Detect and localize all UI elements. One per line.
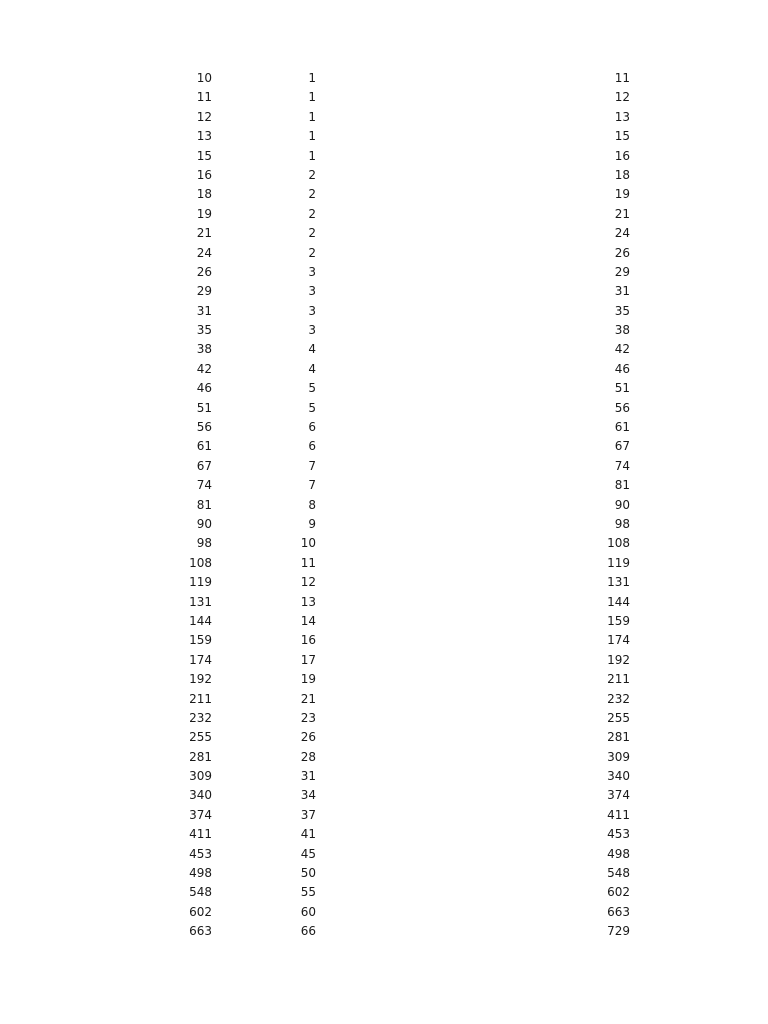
value-cell: 38 — [196, 342, 212, 357]
table-row — [0, 166, 768, 185]
value-cell: 10 — [196, 71, 212, 85]
table-row — [0, 340, 768, 359]
value-cell: 309 — [189, 769, 212, 784]
next-value-cell: 29 — [614, 264, 630, 279]
next-value-cell: 56 — [614, 400, 630, 415]
value-cell: 548 — [189, 885, 212, 900]
next-value-cell: 159 — [607, 613, 630, 628]
next-value-cell: 31 — [614, 284, 630, 299]
next-value-cell: 98 — [614, 516, 630, 531]
increment-cell: 3 — [308, 303, 316, 318]
next-value-cell: 16 — [614, 148, 630, 163]
next-value-cell: 90 — [614, 497, 630, 512]
next-value-cell: 13 — [614, 109, 630, 124]
value-cell: 498 — [189, 866, 212, 881]
increment-cell: 6 — [308, 439, 316, 454]
next-value-cell: 11 — [614, 71, 630, 85]
next-value-cell: 61 — [614, 420, 630, 435]
next-value-cell: 46 — [614, 361, 630, 376]
table-row — [0, 651, 768, 670]
increment-cell: 4 — [308, 342, 316, 357]
value-cell: 281 — [189, 749, 212, 764]
increment-cell: 17 — [300, 652, 316, 667]
increment-cell: 28 — [300, 749, 316, 764]
table-row — [0, 476, 768, 495]
next-value-cell: 281 — [607, 730, 630, 745]
value-cell: 90 — [196, 516, 212, 531]
value-cell: 174 — [189, 652, 212, 667]
value-cell: 11 — [196, 90, 212, 105]
value-cell: 16 — [196, 167, 212, 182]
increment-cell: 8 — [308, 497, 316, 512]
increment-cell: 55 — [300, 885, 316, 900]
next-value-cell: 26 — [614, 245, 630, 260]
increment-cell: 1 — [308, 90, 316, 105]
next-value-cell: 19 — [614, 187, 630, 202]
value-cell: 131 — [189, 594, 212, 609]
table-row — [0, 147, 768, 166]
value-cell: 18 — [196, 187, 212, 202]
next-value-cell: 453 — [607, 827, 630, 842]
table-row — [0, 690, 768, 709]
table-row — [0, 670, 768, 689]
table-row — [0, 88, 768, 107]
next-value-cell: 602 — [607, 885, 630, 900]
table-row — [0, 864, 768, 883]
value-cell: 31 — [196, 303, 212, 318]
value-cell: 192 — [189, 672, 212, 687]
table-row — [0, 825, 768, 844]
next-value-cell: 663 — [607, 904, 630, 919]
increment-cell: 2 — [308, 187, 316, 202]
increment-cell: 19 — [300, 672, 316, 687]
next-value-cell: 729 — [607, 924, 630, 939]
increment-cell: 4 — [308, 361, 316, 376]
next-value-cell: 108 — [607, 536, 630, 551]
next-value-cell: 24 — [614, 226, 630, 241]
table-row — [0, 728, 768, 747]
table-row — [0, 767, 768, 786]
value-cell: 98 — [196, 536, 212, 551]
value-cell: 602 — [189, 904, 212, 919]
increment-cell: 7 — [308, 458, 316, 473]
value-cell: 19 — [196, 206, 212, 221]
table-row — [0, 185, 768, 204]
next-value-cell: 232 — [607, 691, 630, 706]
increment-cell: 2 — [308, 206, 316, 221]
table-row — [0, 515, 768, 534]
table-row — [0, 806, 768, 825]
value-cell: 255 — [189, 730, 212, 745]
table-row — [0, 379, 768, 398]
value-cell: 411 — [189, 827, 212, 842]
value-cell: 13 — [196, 129, 212, 144]
value-cell: 453 — [189, 846, 212, 861]
next-value-cell: 42 — [614, 342, 630, 357]
table-row — [0, 418, 768, 437]
table-row — [0, 593, 768, 612]
table-row — [0, 224, 768, 243]
next-value-cell: 174 — [607, 633, 630, 648]
value-cell: 144 — [189, 613, 212, 628]
next-value-cell: 38 — [614, 323, 630, 338]
next-value-cell: 309 — [607, 749, 630, 764]
increment-cell: 6 — [308, 420, 316, 435]
next-value-cell: 81 — [614, 478, 630, 493]
value-cell: 15 — [196, 148, 212, 163]
next-value-cell: 21 — [614, 206, 630, 221]
increment-cell: 23 — [300, 710, 316, 725]
increment-cell: 66 — [300, 924, 316, 939]
table-row — [0, 709, 768, 728]
next-value-cell: 144 — [607, 594, 630, 609]
next-value-cell: 211 — [607, 672, 630, 687]
next-value-cell: 18 — [614, 167, 630, 182]
table-row — [0, 282, 768, 301]
table-row — [0, 534, 768, 553]
increment-cell: 60 — [300, 904, 316, 919]
next-value-cell: 255 — [607, 710, 630, 725]
table-row — [0, 554, 768, 573]
number-table — [0, 69, 768, 942]
table-row — [0, 496, 768, 515]
table-row — [0, 922, 768, 941]
table-row — [0, 457, 768, 476]
value-cell: 24 — [196, 245, 212, 260]
table-row — [0, 573, 768, 592]
increment-cell: 7 — [308, 478, 316, 493]
next-value-cell: 340 — [607, 769, 630, 784]
table-row — [0, 903, 768, 922]
increment-cell: 1 — [308, 129, 316, 144]
table-row — [0, 631, 768, 650]
increment-cell: 5 — [308, 400, 316, 415]
value-cell: 232 — [189, 710, 212, 725]
next-value-cell: 192 — [607, 652, 630, 667]
increment-cell: 2 — [308, 167, 316, 182]
next-value-cell: 74 — [614, 458, 630, 473]
increment-cell: 34 — [300, 788, 316, 803]
increment-cell: 16 — [300, 633, 316, 648]
table-row — [0, 69, 768, 88]
increment-cell: 13 — [300, 594, 316, 609]
next-value-cell: 67 — [614, 439, 630, 454]
value-cell: 51 — [196, 400, 212, 415]
increment-cell: 3 — [308, 284, 316, 299]
value-cell: 56 — [196, 420, 212, 435]
value-cell: 12 — [196, 109, 212, 124]
increment-cell: 3 — [308, 323, 316, 338]
increment-cell: 1 — [308, 148, 316, 163]
table-row — [0, 748, 768, 767]
value-cell: 119 — [189, 575, 212, 590]
increment-cell: 41 — [300, 827, 316, 842]
value-cell: 374 — [189, 807, 212, 822]
value-cell: 211 — [189, 691, 212, 706]
table-row — [0, 244, 768, 263]
next-value-cell: 119 — [607, 555, 630, 570]
value-cell: 35 — [196, 323, 212, 338]
increment-cell: 11 — [300, 555, 316, 570]
next-value-cell: 411 — [607, 807, 630, 822]
increment-cell: 2 — [308, 226, 316, 241]
increment-cell: 2 — [308, 245, 316, 260]
table-row — [0, 108, 768, 127]
increment-cell: 1 — [308, 71, 316, 85]
increment-cell: 31 — [300, 769, 316, 784]
value-cell: 67 — [196, 458, 212, 473]
next-value-cell: 131 — [607, 575, 630, 590]
value-cell: 46 — [196, 381, 212, 396]
value-cell: 81 — [196, 497, 212, 512]
next-value-cell: 51 — [614, 381, 630, 396]
increment-cell: 12 — [300, 575, 316, 590]
increment-cell: 9 — [308, 516, 316, 531]
value-cell: 340 — [189, 788, 212, 803]
table-row — [0, 302, 768, 321]
increment-cell: 14 — [300, 613, 316, 628]
table-row — [0, 786, 768, 805]
value-cell: 29 — [196, 284, 212, 299]
value-cell: 21 — [196, 226, 212, 241]
increment-cell: 1 — [308, 109, 316, 124]
increment-cell: 10 — [300, 536, 316, 551]
value-cell: 74 — [196, 478, 212, 493]
table-row — [0, 205, 768, 224]
table-row — [0, 399, 768, 418]
increment-cell: 5 — [308, 381, 316, 396]
table-row — [0, 437, 768, 456]
value-cell: 61 — [196, 439, 212, 454]
next-value-cell: 35 — [614, 303, 630, 318]
value-cell: 159 — [189, 633, 212, 648]
table-row — [0, 360, 768, 379]
table-row — [0, 127, 768, 146]
increment-cell: 3 — [308, 264, 316, 279]
table-row — [0, 883, 768, 902]
table-row — [0, 263, 768, 282]
table-row — [0, 612, 768, 631]
increment-cell: 37 — [300, 807, 316, 822]
next-value-cell: 374 — [607, 788, 630, 803]
table-row — [0, 321, 768, 340]
value-cell: 108 — [189, 555, 212, 570]
increment-cell: 21 — [300, 691, 316, 706]
table-row — [0, 845, 768, 864]
increment-cell: 26 — [300, 730, 316, 745]
next-value-cell: 548 — [607, 866, 630, 881]
next-value-cell: 498 — [607, 846, 630, 861]
value-cell: 26 — [196, 264, 212, 279]
value-cell: 663 — [189, 924, 212, 939]
increment-cell: 50 — [300, 866, 316, 881]
next-value-cell: 15 — [614, 129, 630, 144]
increment-cell: 45 — [300, 846, 316, 861]
next-value-cell: 12 — [614, 90, 630, 105]
value-cell: 42 — [196, 361, 212, 376]
